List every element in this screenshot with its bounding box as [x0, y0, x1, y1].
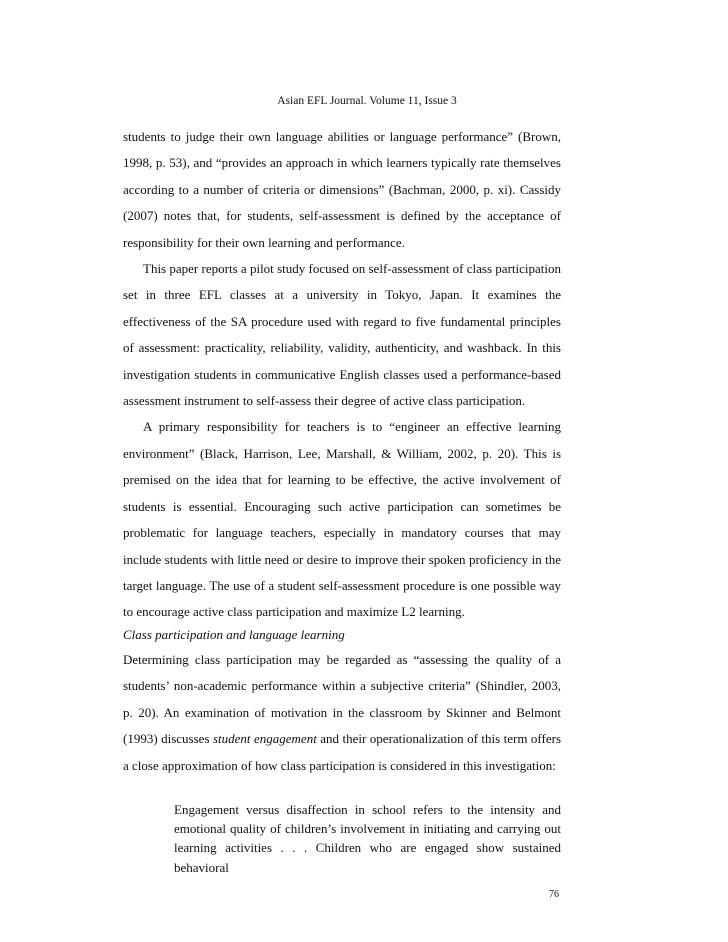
paragraph-3: A primary responsibility for teachers is to “engineer an effective learning environment” (Black, Harrison, Lee, Marshall, & William, 2002, p. 20). This is premised on the idea that for learning to be effective, the active involvement of students is essential. Encouraging such active participation can sometimes be problematic for language teachers, especially in mandatory courses that may include students with little need or desire to improve their spoken proficiency in the target language. The use of a student self-assessment procedure is one possible way to encourage active class participation and maximize L2 learning.	[123, 419, 561, 620]
block-quote: Engagement versus disaffection in school refers to the intensity and emotional quality of children’s involvement in initiating and carrying out learning activities . . . Children who are engaged show sustained behavioral	[174, 802, 561, 875]
student-engagement-term: student engagement	[212, 731, 317, 747]
section-paragraph-start: Determining class participation may be regarded as “assessing the quality of a students’ non-academic performance within a subjective criteria” (Shindler, 2003, p. 20). An examination of motivation in the classroom by Skinner and Belmont (1993) discusses	[123, 652, 561, 747]
running-header: Asian EFL Journal. Volume 11, Issue 3	[277, 95, 457, 107]
paragraph-2: This paper reports a pilot study focused on self-assessment of class participation set in three EFL classes at a university in Tokyo, Japan. It examines the effectiveness of the SA procedure used with regard to five fundamental principles of assessment: practicality, reliability, validity, authenticity, and washback. In this investigation students in communicative English classes used a performance-based assessment instrument to self-assess their degree of active class participation.	[123, 261, 561, 409]
page-number: 76	[549, 889, 559, 900]
paragraph-1: students to judge their own language abilities or language performance” (Brown, 1998, p. 53), and “provides an approach in which learners typically rate themselves according to a number of criteria or dimensions” (Bachman, 2000, p. xi). Cassidy (2007) notes that, for students, self-assessment is defined by the acceptance of responsibility for their own learning and performance.	[123, 129, 561, 250]
section-heading: Class participation and language learning	[123, 627, 345, 642]
section-body	[123, 647, 561, 779]
section-paragraph	[123, 647, 561, 779]
section-paragraph-end: and their operationalization of this term offers a close approximation of how class participation is considered in this investigation:	[123, 731, 562, 773]
body-text	[123, 124, 561, 626]
